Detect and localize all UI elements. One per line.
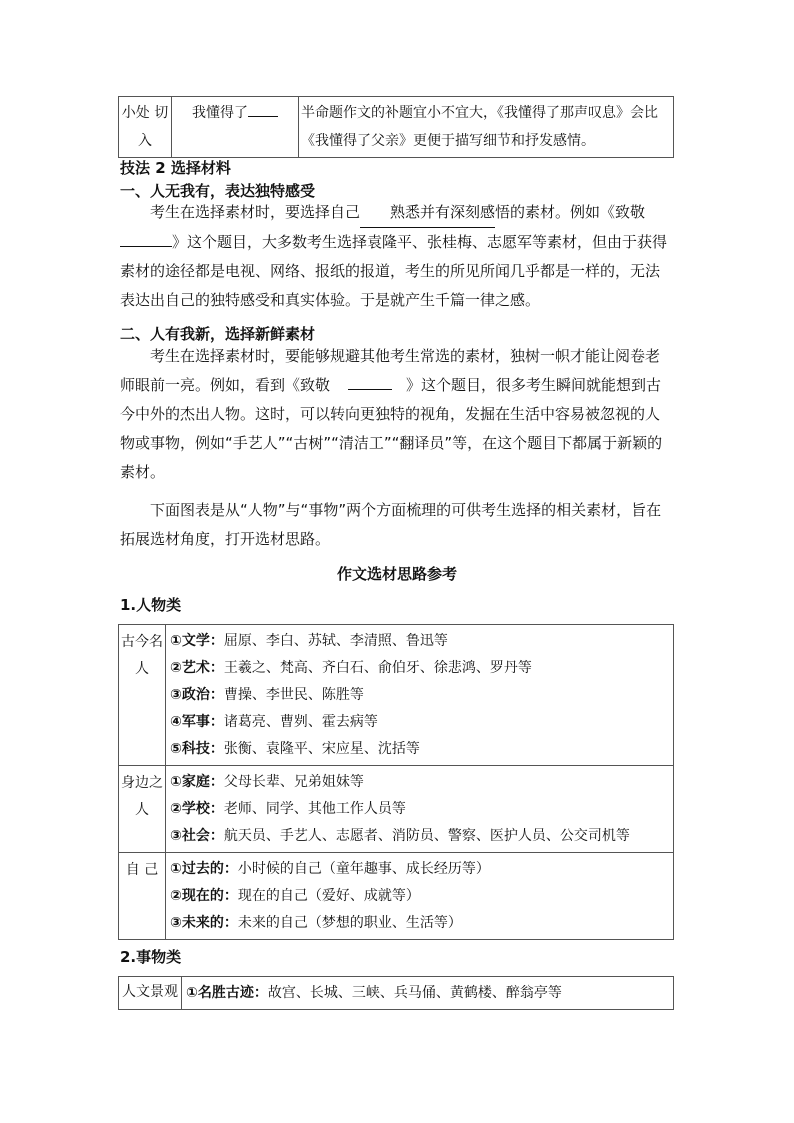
people-heading: 1.人物类 <box>120 596 182 614</box>
list-item: ③政治：曹操、李世民、陈胜等 <box>170 687 364 703</box>
list-item: ②艺术：王羲之、梵高、齐白石、俞伯牙、徐悲鸿、罗丹等 <box>170 660 532 676</box>
list-item: ①名胜古迹：故宫、长城、三峡、兵马俑、黄鹤楼、醉翁亭等 <box>186 985 562 1001</box>
list-item: ②学校：老师、同学、其他工作人员等 <box>170 801 406 817</box>
table-row <box>119 853 674 940</box>
explanation: 半命题作文的补题宜小不宜大，《我懂得了那声叹息》会比 《我懂得了父亲》更便于描写细节和抒发感情。 <box>299 97 674 158</box>
row-label: 身边之人 <box>119 766 166 853</box>
table-row <box>119 766 674 853</box>
heading-1: 一、人无我有，表达独特感受 <box>120 182 316 200</box>
list-item: ⑤科技：张衡、袁隆平、宋应星、沈括等 <box>170 741 420 757</box>
list-item: ①过去的：小时候的自己（童年趣事、成长经历等） <box>170 861 490 877</box>
heading-2: 二、人有我新，选择新鲜素材 <box>120 325 316 343</box>
paragraph-1: 考生在选择素材时，要选择自己 熟悉并有深刻感悟的素材。例如《致敬》这个题目，大多数考生选择袁隆平、张桂梅、志愿军等素材，但由于获得素材的途径都是电视、网络、报纸的报道，考生的所见所闻几乎都是一样的，无法表达出自己的独特感受和真实体验。于是就产生千篇一律之感。 <box>120 198 672 315</box>
top-table <box>118 96 674 158</box>
table-row <box>119 625 674 766</box>
technique-label: 小处 切入 <box>119 97 172 158</box>
row-items <box>182 977 674 1010</box>
row-items <box>166 625 674 766</box>
list-item: ③未来的：未来的自己（梦想的职业、生活等） <box>170 915 462 931</box>
title-example: 我懂得了 <box>172 97 299 158</box>
fill-blank <box>348 373 392 390</box>
list-item: ①文学：屈原、李白、苏轼、李清照、鲁迅等 <box>170 633 448 649</box>
fill-blank <box>248 102 278 117</box>
underlined-text: 熟悉并有深刻感 <box>360 198 495 228</box>
list-item: ④军事：诸葛亮、曹刿、霍去病等 <box>170 714 378 730</box>
table-row <box>119 97 674 158</box>
things-heading: 2.事物类 <box>120 948 182 966</box>
row-label: 古今名人 <box>119 625 166 766</box>
row-label: 人文景观 <box>119 977 182 1010</box>
list-item: ③社会：航天员、手艺人、志愿者、消防员、警察、医护人员、公交司机等 <box>170 828 630 844</box>
things-table <box>118 976 674 1010</box>
list-item: ②现在的：现在的自己（爱好、成就等） <box>170 888 420 904</box>
row-items <box>166 853 674 940</box>
paragraph-2: 考生在选择素材时，要能够规避其他考生常选的素材，独树一帜才能让阅卷老师眼前一亮。例如，看到《致敬 》这个题目，很多考生瞬间就能想到古今中外的杰出人物。这时，可以转向更独特的视角，发掘在生活中容易被忽视的人物或事物，例如“手艺人”“古树”“清洁工”“翻译员”等，在这个题目下都属于新颖的素材。 <box>120 347 663 481</box>
row-label: 自 己 <box>119 853 166 940</box>
fill-blank <box>120 230 172 247</box>
chart-title: 作文选材思路参考 <box>336 565 457 583</box>
row-items <box>166 766 674 853</box>
list-item: ①家庭：父母长辈、兄弟姐妹等 <box>170 774 364 790</box>
people-table <box>118 624 674 940</box>
section-title: 技法 2 选择材料 <box>120 159 231 177</box>
paragraph-3: 下面图表是从“人物”与“事物”两个方面梳理的可供考生选择的相关素材，旨在拓展选材角度，打开选材思路。 <box>120 501 662 548</box>
table-row <box>119 977 674 1010</box>
